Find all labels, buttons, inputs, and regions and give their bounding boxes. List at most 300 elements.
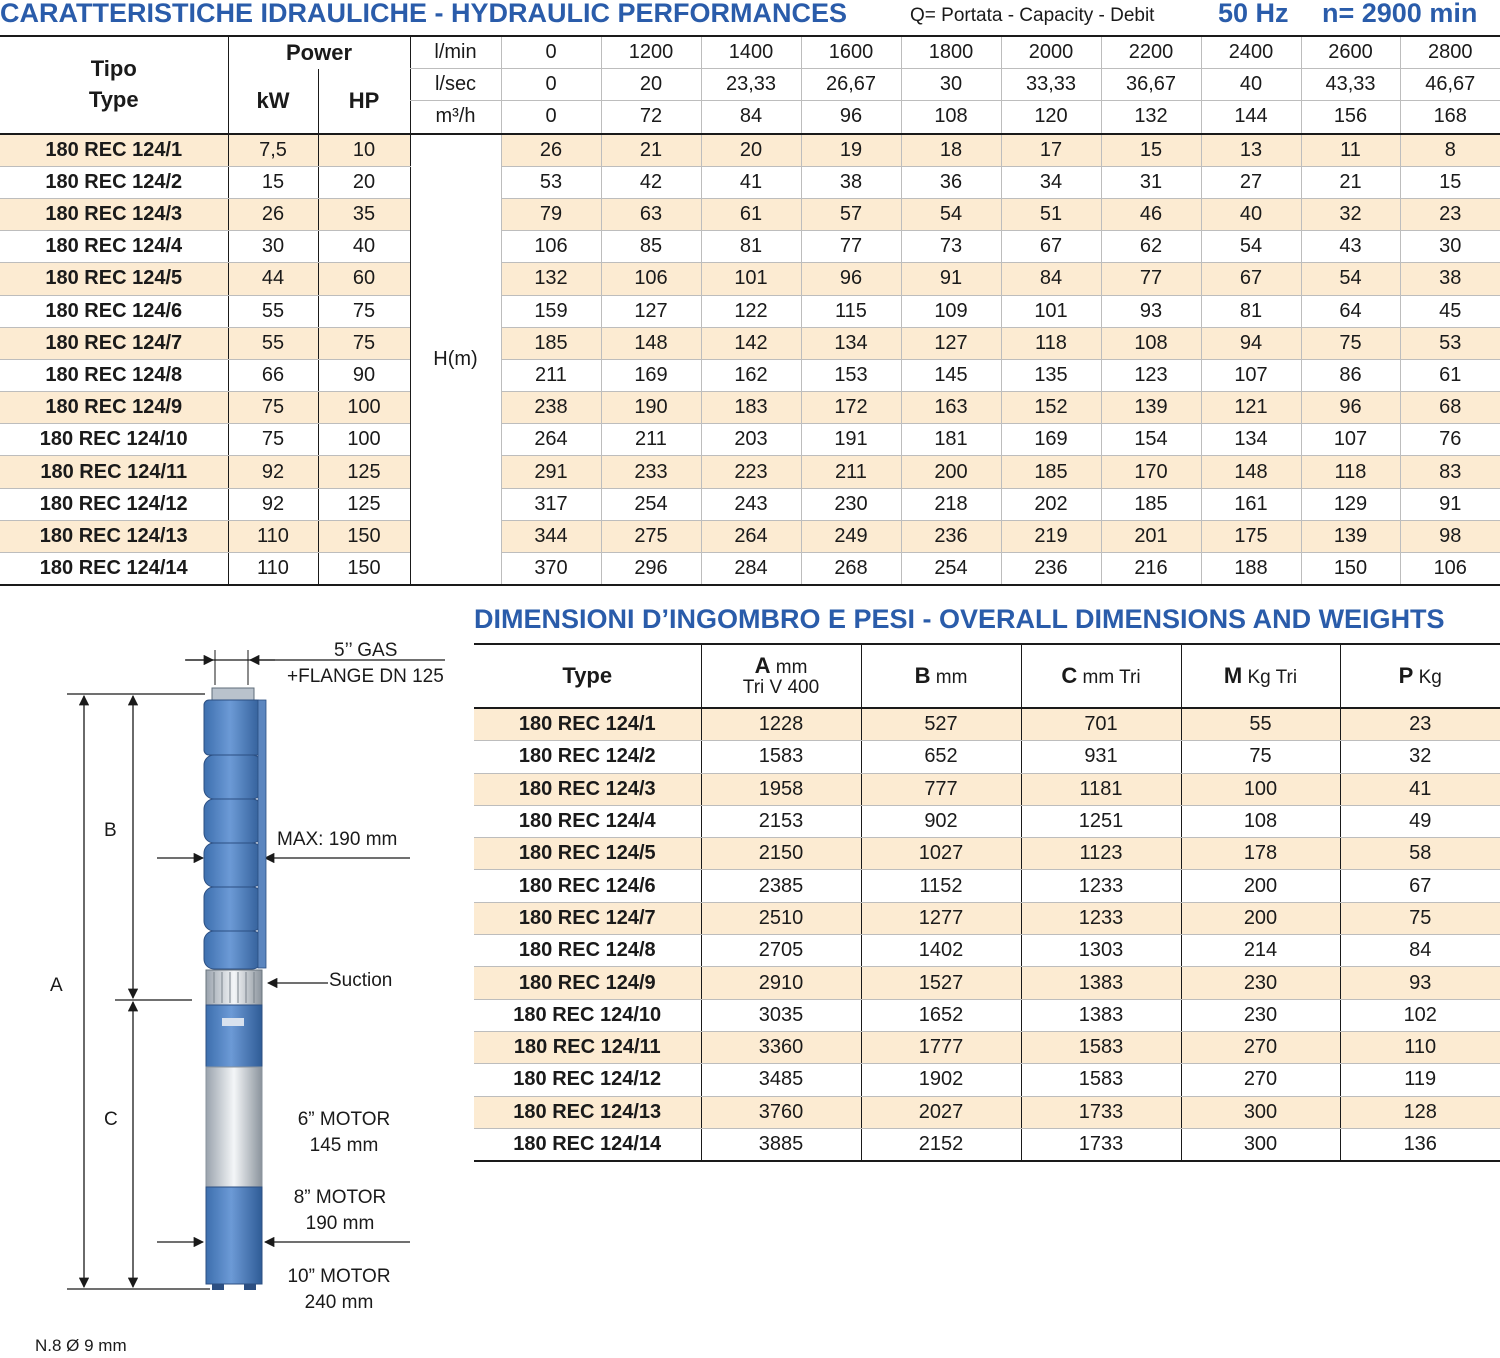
head-value-cell: 233: [601, 456, 701, 488]
dim-model-cell: 180 REC 124/5: [474, 838, 701, 870]
head-value-cell: 268: [801, 553, 901, 586]
flow-m3h-8: 156: [1301, 101, 1400, 134]
pump-drawing: [0, 590, 470, 1347]
dim-model-cell: 180 REC 124/10: [474, 999, 701, 1031]
head-value-cell: 79: [501, 198, 601, 230]
head-value-cell: 264: [501, 424, 601, 456]
head-value-cell: 73: [901, 231, 1001, 263]
head-value-cell: 27: [1201, 166, 1301, 198]
head-value-cell: 162: [701, 359, 801, 391]
dim-a-cell: 1958: [701, 773, 861, 805]
head-value-cell: 84: [1001, 263, 1101, 295]
head-value-cell: 13: [1201, 134, 1301, 167]
hp-cell: 125: [318, 456, 410, 488]
model-cell: 180 REC 124/8: [0, 359, 228, 391]
head-value-cell: 264: [701, 520, 801, 552]
flow-lsec-5: 33,33: [1001, 69, 1101, 101]
dim-p-cell: 110: [1340, 1031, 1500, 1063]
head-value-cell: 77: [801, 231, 901, 263]
model-cell: 180 REC 124/10: [0, 424, 228, 456]
head-value-cell: 42: [601, 166, 701, 198]
head-value-cell: 94: [1201, 327, 1301, 359]
dim-m-cell: 270: [1181, 1064, 1340, 1096]
dim-a-cell: 2510: [701, 902, 861, 934]
table-row: [0, 263, 1500, 295]
dim-m-cell: 100: [1181, 773, 1340, 805]
dim-b-cell: 1902: [861, 1064, 1021, 1096]
hp-cell: 10: [318, 134, 410, 167]
table-row: [474, 967, 1500, 999]
table-row: [474, 1064, 1500, 1096]
dim-col-p: [1340, 644, 1500, 708]
head-value-cell: 62: [1101, 231, 1201, 263]
dim-p-cell: 128: [1340, 1096, 1500, 1128]
head-value-cell: 254: [901, 553, 1001, 586]
dim-model-cell: 180 REC 124/14: [474, 1128, 701, 1161]
head-value-cell: 31: [1101, 166, 1201, 198]
dim-b-cell: 1152: [861, 870, 1021, 902]
dim-m-cell: 270: [1181, 1031, 1340, 1063]
table-row: [474, 902, 1500, 934]
header: [0, 0, 1500, 34]
head-value-cell: 53: [501, 166, 601, 198]
dim-m-cell: 300: [1181, 1128, 1340, 1161]
dim-col-b: [861, 644, 1021, 708]
head-value-cell: 203: [701, 424, 801, 456]
table-row: [0, 520, 1500, 552]
table-row: [0, 134, 1500, 167]
flow-lsec-6: 36,67: [1101, 69, 1201, 101]
head-value-cell: 296: [601, 553, 701, 586]
col-type-header: [0, 36, 228, 134]
flow-lmin-3: 1600: [801, 36, 901, 69]
table-row: [474, 1031, 1500, 1063]
dim-b-cell: 1652: [861, 999, 1021, 1031]
head-value-cell: 211: [801, 456, 901, 488]
head-value-cell: 139: [1101, 392, 1201, 424]
table-row: [474, 1096, 1500, 1128]
hp-cell: 40: [318, 231, 410, 263]
col-type-line1: Tipo: [90, 55, 137, 81]
dim-c-cell: 1233: [1021, 870, 1181, 902]
model-cell: 180 REC 124/12: [0, 488, 228, 520]
model-cell: 180 REC 124/13: [0, 520, 228, 552]
head-value-cell: 19: [801, 134, 901, 167]
flow-m3h-0: 0: [501, 101, 601, 134]
dim-a-cell: 2385: [701, 870, 861, 902]
head-value-cell: 142: [701, 327, 801, 359]
table-row: [0, 553, 1500, 586]
flow-lsec-9: 46,67: [1400, 69, 1500, 101]
dim-a-cell: 3485: [701, 1064, 861, 1096]
dim-b-cell: 1777: [861, 1031, 1021, 1063]
head-value-cell: 101: [1001, 295, 1101, 327]
motor-8-line1: 8” MOTOR: [293, 1187, 387, 1208]
head-value-cell: 51: [1001, 198, 1101, 230]
head-value-cell: 211: [501, 359, 601, 391]
head-value-cell: 15: [1400, 166, 1500, 198]
head-value-cell: 249: [801, 520, 901, 552]
head-value-cell: 291: [501, 456, 601, 488]
head-value-cell: 236: [1001, 553, 1101, 586]
head-value-cell: 21: [1301, 166, 1400, 198]
dim-p-cell: 75: [1340, 902, 1500, 934]
head-value-cell: 150: [1301, 553, 1400, 586]
pump-diagram: [0, 590, 470, 1355]
head-value-cell: 148: [1201, 456, 1301, 488]
dim-model-cell: 180 REC 124/4: [474, 805, 701, 837]
head-value-cell: 109: [901, 295, 1001, 327]
dim-col-a-unit: mm: [770, 657, 808, 679]
hp-cell: 125: [318, 488, 410, 520]
table-row: [0, 198, 1500, 230]
head-value-cell: 185: [1101, 488, 1201, 520]
head-value-cell: 68: [1400, 392, 1500, 424]
head-value-cell: 11: [1301, 134, 1400, 167]
motor-8-line2: 190 mm: [305, 1212, 375, 1234]
flow-lsec-7: 40: [1201, 69, 1301, 101]
head-value-cell: 317: [501, 488, 601, 520]
table-row: [0, 359, 1500, 391]
motor-10-line2: 240 mm: [304, 1291, 374, 1313]
flow-lsec-3: 26,67: [801, 69, 901, 101]
head-value-cell: 201: [1101, 520, 1201, 552]
head-value-cell: 38: [801, 166, 901, 198]
kw-cell: 92: [228, 456, 318, 488]
dim-p-cell: 102: [1340, 999, 1500, 1031]
motor-10-label: [280, 1264, 398, 1315]
head-value-cell: 175: [1201, 520, 1301, 552]
head-value-cell: 86: [1301, 359, 1400, 391]
head-value-cell: 46: [1101, 198, 1201, 230]
head-value-cell: 127: [601, 295, 701, 327]
head-value-cell: 75: [1301, 327, 1400, 359]
col-type-line2: Type: [88, 86, 139, 112]
head-value-cell: 188: [1201, 553, 1301, 586]
head-value-cell: 21: [601, 134, 701, 167]
dim-model-cell: 180 REC 124/9: [474, 967, 701, 999]
flow-lsec-0: 0: [501, 69, 601, 101]
flow-lmin-9: 2800: [1400, 36, 1500, 69]
dim-a-cell: 3360: [701, 1031, 861, 1063]
head-value-cell: 169: [1001, 424, 1101, 456]
head-value-cell: 41: [701, 166, 801, 198]
dim-a-cell: 3035: [701, 999, 861, 1031]
head-value-cell: 132: [501, 263, 601, 295]
head-value-cell: 154: [1101, 424, 1201, 456]
motor-8-label: [284, 1185, 396, 1236]
flow-m3h-2: 84: [701, 101, 801, 134]
kw-cell: 44: [228, 263, 318, 295]
head-value-cell: 170: [1101, 456, 1201, 488]
head-value-cell: 219: [1001, 520, 1101, 552]
dim-col-c-unit: mm Tri: [1077, 667, 1141, 688]
model-cell: 180 REC 124/14: [0, 553, 228, 586]
dim-c-cell: 1583: [1021, 1064, 1181, 1096]
kw-cell: 55: [228, 295, 318, 327]
head-value-cell: 15: [1101, 134, 1201, 167]
dim-col-type: Type: [474, 644, 701, 708]
table-row: [0, 488, 1500, 520]
dim-model-cell: 180 REC 124/13: [474, 1096, 701, 1128]
table-row: [0, 424, 1500, 456]
kw-cell: 26: [228, 198, 318, 230]
dim-a-cell: 3885: [701, 1128, 861, 1161]
dim-b-cell: 2027: [861, 1096, 1021, 1128]
flow-m3h-5: 120: [1001, 101, 1101, 134]
dim-p-cell: 93: [1340, 967, 1500, 999]
head-value-cell: 118: [1001, 327, 1101, 359]
head-value-cell: 54: [901, 198, 1001, 230]
dim-b-cell: 1277: [861, 902, 1021, 934]
head-value-cell: 163: [901, 392, 1001, 424]
table-row: [0, 327, 1500, 359]
dim-m-cell: 200: [1181, 902, 1340, 934]
head-value-cell: 96: [1301, 392, 1400, 424]
table-row: [474, 1128, 1500, 1161]
head-value-cell: 202: [1001, 488, 1101, 520]
dim-m-cell: 230: [1181, 967, 1340, 999]
head-value-cell: 152: [1001, 392, 1101, 424]
head-value-cell: 17: [1001, 134, 1101, 167]
head-value-cell: 254: [601, 488, 701, 520]
dim-a-cell: 2705: [701, 935, 861, 967]
model-cell: 180 REC 124/6: [0, 295, 228, 327]
dim-m-cell: 178: [1181, 838, 1340, 870]
flow-m3h-1: 72: [601, 101, 701, 134]
flow-lmin-2: 1400: [701, 36, 801, 69]
head-value-cell: 76: [1400, 424, 1500, 456]
flow-lmin-4: 1800: [901, 36, 1001, 69]
hp-cell: 60: [318, 263, 410, 295]
dim-a-cell: 2153: [701, 805, 861, 837]
hp-cell: 150: [318, 553, 410, 586]
table-row: [474, 999, 1500, 1031]
dim-p-cell: 49: [1340, 805, 1500, 837]
col-kw-header: kW: [228, 69, 318, 134]
dim-p-cell: 67: [1340, 870, 1500, 902]
head-value-cell: 216: [1101, 553, 1201, 586]
table-row: [474, 805, 1500, 837]
dim-c-cell: 1583: [1021, 1031, 1181, 1063]
dim-col-a: [701, 644, 861, 708]
head-value-cell: 53: [1400, 327, 1500, 359]
head-value-cell: 236: [901, 520, 1001, 552]
flow-m3h-4: 108: [901, 101, 1001, 134]
head-label: H(m): [410, 134, 501, 586]
bottom-note: N.8 Ø 9 mm: [35, 1336, 127, 1355]
head-value-cell: 134: [801, 327, 901, 359]
dim-a-cell: 3760: [701, 1096, 861, 1128]
head-value-cell: 185: [1001, 456, 1101, 488]
pump-body: [204, 688, 266, 1290]
dim-a-cell: 2150: [701, 838, 861, 870]
flow-lmin-8: 2600: [1301, 36, 1400, 69]
model-cell: 180 REC 124/2: [0, 166, 228, 198]
dim-b-cell: 777: [861, 773, 1021, 805]
head-value-cell: 230: [801, 488, 901, 520]
dim-m-cell: 55: [1181, 708, 1340, 741]
hp-cell: 100: [318, 392, 410, 424]
head-value-cell: 238: [501, 392, 601, 424]
head-value-cell: 43: [1301, 231, 1400, 263]
table-row: [0, 456, 1500, 488]
head-value-cell: 38: [1400, 263, 1500, 295]
motor-6-label: [288, 1107, 400, 1158]
dim-m-cell: 300: [1181, 1096, 1340, 1128]
hydraulic-table: [0, 35, 1500, 586]
head-value-cell: 121: [1201, 392, 1301, 424]
head-value-cell: 34: [1001, 166, 1101, 198]
dim-b-label: B: [104, 820, 117, 841]
col-hp-header: HP: [318, 69, 410, 134]
head-value-cell: 67: [1001, 231, 1101, 263]
dim-p-cell: 32: [1340, 741, 1500, 773]
dim-model-cell: 180 REC 124/1: [474, 708, 701, 741]
dim-model-cell: 180 REC 124/11: [474, 1031, 701, 1063]
dim-c-cell: 1233: [1021, 902, 1181, 934]
motor-6-line2: 145 mm: [309, 1134, 379, 1156]
head-value-cell: 45: [1400, 295, 1500, 327]
model-cell: 180 REC 124/7: [0, 327, 228, 359]
kw-cell: 7,5: [228, 134, 318, 167]
dim-model-cell: 180 REC 124/6: [474, 870, 701, 902]
model-cell: 180 REC 124/3: [0, 198, 228, 230]
table-row: [0, 392, 1500, 424]
flow-lsec-2: 23,33: [701, 69, 801, 101]
dim-p-cell: 136: [1340, 1128, 1500, 1161]
head-value-cell: 190: [601, 392, 701, 424]
speed-label: n= 2900 min: [1322, 0, 1478, 28]
head-value-cell: 183: [701, 392, 801, 424]
dim-m-cell: 214: [1181, 935, 1340, 967]
head-value-cell: 32: [1301, 198, 1400, 230]
head-value-cell: 107: [1301, 424, 1400, 456]
head-value-cell: 83: [1400, 456, 1500, 488]
dim-col-b-letter: B: [914, 663, 931, 688]
flow-lmin-0: 0: [501, 36, 601, 69]
dim-b-cell: 1027: [861, 838, 1021, 870]
head-value-cell: 191: [801, 424, 901, 456]
dim-col-a-sub: Tri V 400: [742, 677, 820, 699]
head-value-cell: 57: [801, 198, 901, 230]
head-value-cell: 370: [501, 553, 601, 586]
dim-model-cell: 180 REC 124/3: [474, 773, 701, 805]
head-value-cell: 77: [1101, 263, 1201, 295]
head-value-cell: 127: [901, 327, 1001, 359]
head-value-cell: 64: [1301, 295, 1400, 327]
kw-cell: 92: [228, 488, 318, 520]
dim-p-cell: 84: [1340, 935, 1500, 967]
kw-cell: 75: [228, 424, 318, 456]
dim-p-cell: 119: [1340, 1064, 1500, 1096]
flow-lmin-5: 2000: [1001, 36, 1101, 69]
flow-lsec-1: 20: [601, 69, 701, 101]
dim-c-cell: 1303: [1021, 935, 1181, 967]
dim-col-m: [1181, 644, 1340, 708]
motor-10-line1: 10” MOTOR: [287, 1266, 391, 1287]
dim-m-cell: 108: [1181, 805, 1340, 837]
head-value-cell: 139: [1301, 520, 1400, 552]
head-value-cell: 243: [701, 488, 801, 520]
capacity-label: Q= Portata - Capacity - Debit: [910, 5, 1155, 26]
head-value-cell: 129: [1301, 488, 1400, 520]
hp-cell: 75: [318, 327, 410, 359]
kw-cell: 75: [228, 392, 318, 424]
dim-col-a-letter: A: [754, 653, 771, 679]
dim-m-cell: 230: [1181, 999, 1340, 1031]
dimensions-title: DIMENSIONI D’INGOMBRO E PESI - OVERALL DIMENSIONS AND WEIGHTS: [474, 604, 1445, 634]
head-value-cell: 8: [1400, 134, 1500, 167]
dim-col-m-unit: Kg Tri: [1242, 667, 1298, 688]
head-value-cell: 284: [701, 553, 801, 586]
head-value-cell: 135: [1001, 359, 1101, 391]
kw-cell: 30: [228, 231, 318, 263]
table-row: [474, 838, 1500, 870]
dim-b-cell: 1402: [861, 935, 1021, 967]
unit-lsec: l/sec: [410, 69, 501, 101]
head-value-cell: 93: [1101, 295, 1201, 327]
suction-label: Suction: [329, 970, 393, 991]
dim-b-cell: 2152: [861, 1128, 1021, 1161]
dim-p-cell: 58: [1340, 838, 1500, 870]
head-value-cell: 172: [801, 392, 901, 424]
dim-c-cell: 1383: [1021, 999, 1181, 1031]
dim-a-cell: 2910: [701, 967, 861, 999]
head-value-cell: 91: [1400, 488, 1500, 520]
head-value-cell: 200: [901, 456, 1001, 488]
dim-c-cell: 1251: [1021, 805, 1181, 837]
head-value-cell: 275: [601, 520, 701, 552]
head-value-cell: 108: [1101, 327, 1201, 359]
model-cell: 180 REC 124/4: [0, 231, 228, 263]
head-value-cell: 218: [901, 488, 1001, 520]
dim-col-b-unit: mm: [930, 667, 968, 688]
head-value-cell: 106: [501, 231, 601, 263]
head-value-cell: 185: [501, 327, 601, 359]
hp-cell: 90: [318, 359, 410, 391]
hp-cell: 35: [318, 198, 410, 230]
table-row: [474, 870, 1500, 902]
dim-b-cell: 1527: [861, 967, 1021, 999]
kw-cell: 15: [228, 166, 318, 198]
head-value-cell: 161: [1201, 488, 1301, 520]
head-value-cell: 36: [901, 166, 1001, 198]
table-row: [474, 741, 1500, 773]
head-value-cell: 169: [601, 359, 701, 391]
head-value-cell: 30: [1400, 231, 1500, 263]
dim-model-cell: 180 REC 124/8: [474, 935, 701, 967]
flow-lmin-7: 2400: [1201, 36, 1301, 69]
dim-b-cell: 902: [861, 805, 1021, 837]
head-value-cell: 145: [901, 359, 1001, 391]
gas-label: 5’’ GAS: [334, 640, 398, 661]
head-value-cell: 101: [701, 263, 801, 295]
dim-a-label: A: [50, 975, 63, 996]
dim-model-cell: 180 REC 124/7: [474, 902, 701, 934]
unit-lmin: l/min: [410, 36, 501, 69]
head-value-cell: 23: [1400, 198, 1500, 230]
head-value-cell: 107: [1201, 359, 1301, 391]
head-value-cell: 81: [1201, 295, 1301, 327]
dim-c-label: C: [104, 1109, 118, 1130]
max-label: MAX: 190 mm: [277, 829, 398, 850]
head-value-cell: 118: [1301, 456, 1400, 488]
head-value-cell: 81: [701, 231, 801, 263]
kw-cell: 55: [228, 327, 318, 359]
flow-lsec-8: 43,33: [1301, 69, 1400, 101]
dim-a-cell: 1228: [701, 708, 861, 741]
